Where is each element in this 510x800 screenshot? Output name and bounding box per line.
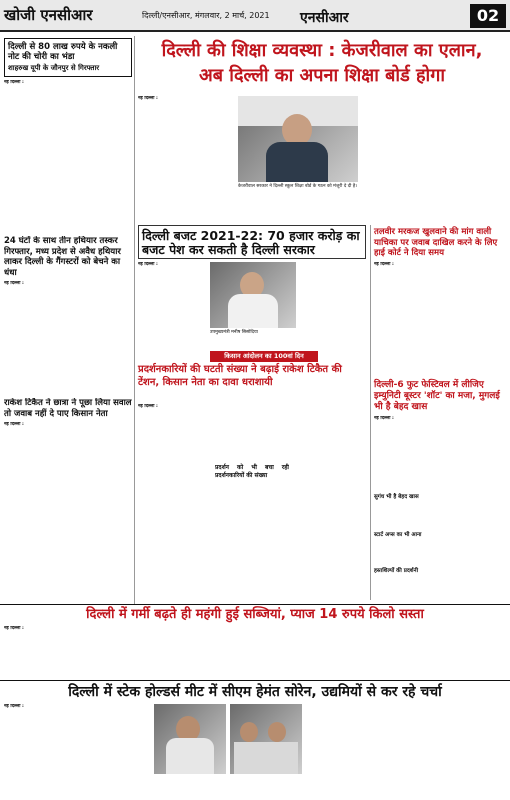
bottom-rule: [0, 680, 510, 681]
food-festival-dateline: नई दिल्ली :: [374, 416, 394, 421]
kisan-body-col3: [292, 404, 366, 599]
budget-headline-box: [138, 225, 366, 259]
budget-title: दिल्ली बजट 2021-22: 70 हजार करोड़ का बजट पेश कर सकती है दिल्ली सरकार: [142, 228, 360, 257]
veg-title: दिल्ली में गर्मी बढ़ते ही महंगी हुई सब्जियां, प्याज 14 रुपये किलो सस्ता: [86, 607, 424, 622]
left-mid-article: [4, 236, 132, 396]
veg-body-col2: [170, 626, 330, 676]
kisan-dateline: नई दिल्ली :: [138, 404, 158, 409]
food-festival-body-3: [374, 538, 506, 564]
left-top-article: [4, 38, 132, 233]
bottom-photo-1: [154, 704, 226, 774]
hc-body: [374, 262, 506, 386]
food-festival-subhead-3: हस्तशिल्पों की प्रदर्शनी: [374, 568, 419, 574]
left-top-subtitle: शाहरुख यूपी के जौनपुर से गिरफ्तार: [8, 64, 100, 72]
left-top-title: दिल्ली से 80 लाख रुपये के नकली नोट की चोरी का भंडा: [8, 42, 118, 62]
section-name: एनसीआर: [300, 10, 349, 26]
bottom-headline: [4, 683, 506, 701]
food-festival-body: [374, 416, 506, 490]
kisan-body-col2: [215, 404, 289, 599]
newspaper-logo: खोजी एनसीआर: [4, 6, 93, 24]
veg-body-col1: [4, 626, 164, 676]
kisan-subhead: प्रदर्शन को भी बचा रही प्रदर्शनकारियों की संख्या: [215, 464, 289, 479]
budget-photo-caption: उपमुख्यमंत्री मनीष सिसोदिया: [210, 330, 258, 335]
bottom-title: दिल्ली में स्टेक होल्डर्स मीट में सीएम हेमंत सोरेन, उद्यमियों से कर रहे चर्चा: [68, 684, 442, 700]
left-mid-body: [4, 281, 132, 381]
bottom-dateline: नई दिल्ली :: [4, 704, 24, 709]
left-bottom-title: राकेश टिकैत ने छात्रा ने पूछा लिया सवाल तो जवाब नहीं दे पाए किसान नेता: [4, 398, 132, 419]
lead-body-col2: [362, 96, 506, 221]
budget-body-col1: [138, 262, 206, 347]
left-bottom-body: [4, 422, 132, 592]
right-column-divider: [370, 225, 371, 600]
lead-title-line1: दिल्ली की शिक्षा व्यवस्था : केजरीवाल का एलान,: [161, 40, 483, 61]
veg-dateline: नई दिल्ली :: [4, 626, 24, 631]
lead-dateline: नई दिल्ली :: [138, 96, 158, 101]
bottom-body-col1: [4, 704, 80, 798]
bottom-body-col5: [442, 704, 506, 798]
lead-photo-caption: केजरीवाल सरकार ने दिल्ली स्कूल शिक्षा बोर्ड के गठन को मंजूरी दे दी है।: [238, 184, 358, 189]
lead-title-line2: अब दिल्ली का अपना शिक्षा बोर्ड होगा: [198, 65, 445, 86]
left-mid-dateline: नई दिल्ली :: [4, 281, 24, 286]
left-top-dateline: नई दिल्ली :: [4, 80, 24, 85]
bottom-body-col3: [306, 704, 370, 798]
budget-photo-sisodia: [210, 262, 296, 328]
left-mid-title: 24 घंटों के साथ तीन हथियार तस्कर गिरफ्तार, मध्य प्रदेश से अवैध हथियार लाकर दिल्ली के गैंगस्टरों को बेचने का धंधा: [4, 236, 121, 278]
bottom-photo-2: [230, 704, 302, 774]
dateline: दिल्ली/एनसीआर, मंगलवार, 2 मार्च, 2021: [142, 11, 270, 20]
kisan-body-col1: [138, 404, 212, 599]
left-bottom-dateline: नई दिल्ली :: [4, 422, 24, 427]
hc-title: तलवीर मरकज खुलवाने की मांग वाली याचिका पर जवाब दाखिल करने के लिए हाई कोर्ट ने दिया समय: [374, 227, 498, 258]
left-top-headline-box: [4, 38, 132, 77]
kisan-label: किसान आंदोलन का 100वां दिन: [210, 351, 318, 362]
veg-headline: [4, 607, 506, 623]
food-festival-article: [374, 380, 506, 574]
food-festival-subhead-1: सुगंध भी है बेहद खास: [374, 494, 419, 500]
kisan-title: प्रदर्शनकारियों की घटती संख्या ने बढ़ाई राकेश टिकैत की टेंशन, किसान नेता का दावा धराशायी: [138, 364, 342, 388]
lead-body-col1: [138, 96, 234, 221]
veg-body-col3: [336, 626, 506, 676]
bottom-body-col4: [374, 704, 438, 798]
food-festival-body-2: [374, 500, 506, 528]
hc-dateline: नई दिल्ली :: [374, 261, 394, 267]
food-festival-subhead-2: स्टार्ट अप्स का भी आना: [374, 532, 422, 538]
left-bottom-article: [4, 398, 132, 603]
column-divider: [134, 36, 135, 604]
budget-body-col2: [300, 262, 366, 347]
food-festival-title: दिल्ली-6 फुट फेस्टिवल में लीजिए इम्युनिटी बूस्टर 'शॉट' का मजा, मुगलई भी है बेहद खास: [374, 380, 500, 412]
lead-photo-kejriwal: [238, 96, 358, 182]
bottom-body-col2: [84, 704, 150, 798]
budget-dateline: नई दिल्ली :: [138, 262, 158, 267]
hc-article: [374, 227, 506, 386]
left-top-body: [4, 80, 132, 230]
kisan-headline: [138, 364, 366, 389]
page-number: 02: [470, 4, 506, 28]
lead-headline: [138, 38, 506, 92]
section-rule: [0, 604, 510, 605]
